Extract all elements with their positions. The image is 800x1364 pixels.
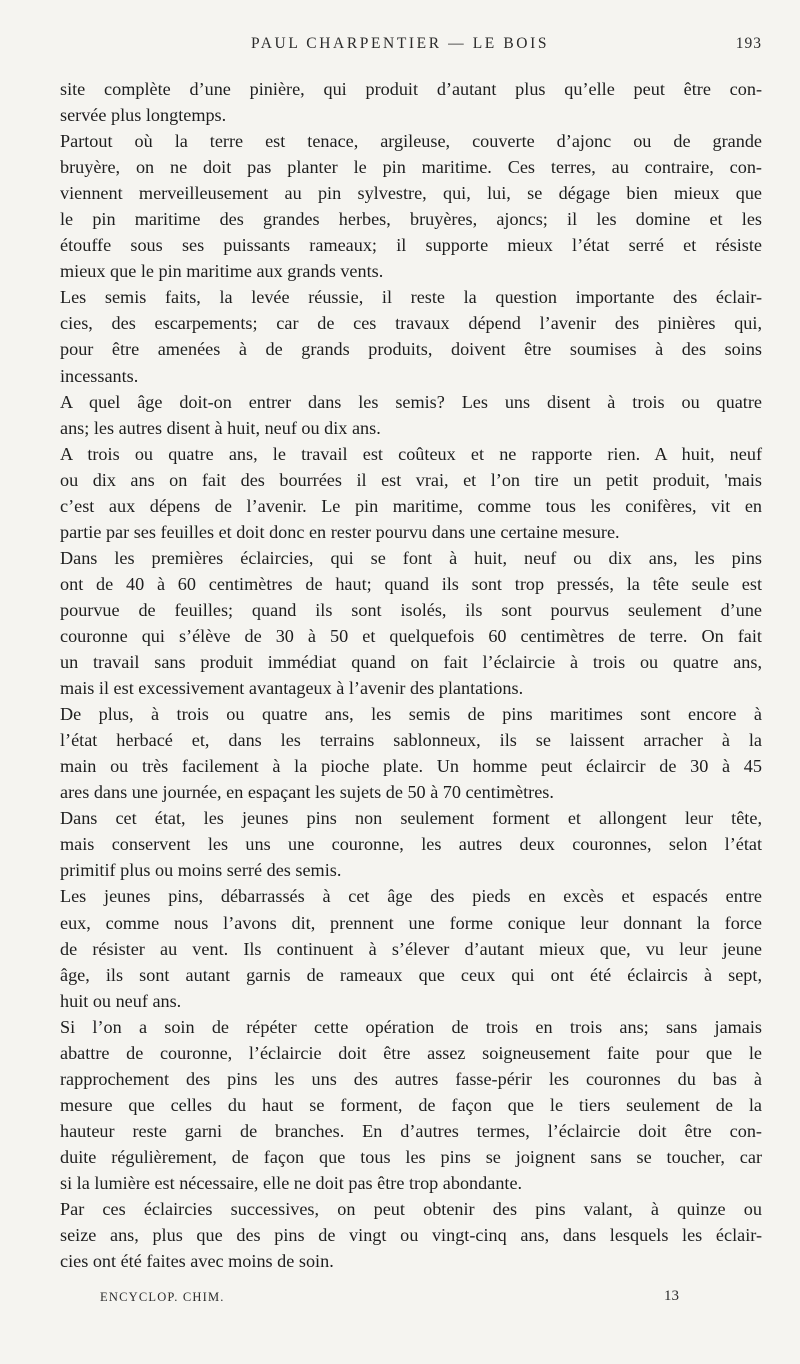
text-line: un travail sans produit immédiat quand on fait l’éclaircie à trois ou quatre ans, xyxy=(60,652,762,673)
text-line: incessants. xyxy=(60,365,139,386)
paragraph xyxy=(60,805,762,883)
paragraph xyxy=(60,389,762,441)
text-line: Par ces éclaircies successives, on peut obtenir des pins valant, à quinze ou xyxy=(60,1199,762,1220)
text-line: Les jeunes pins, débarrassés à cet âge des pieds en excès et espacés entre xyxy=(60,886,762,907)
text-line: viennent merveilleusement au pin sylvestre, qui, lui, se dégage bien mieux que xyxy=(60,183,762,204)
page-footer xyxy=(0,1290,800,1312)
body-text xyxy=(60,76,762,1274)
text-line: hauteur reste garni de branches. En d’autres termes, l’éclaircie doit être con- xyxy=(60,1120,762,1141)
paragraph xyxy=(60,883,762,1013)
text-line: A quel âge doit-on entrer dans les semis? Les uns disent à trois ou quatre xyxy=(60,391,762,412)
text-line: ans; les autres disent à huit, neuf ou dix ans. xyxy=(60,417,381,438)
paragraph xyxy=(60,128,762,284)
text-line: mesure que celles du haut se forment, de façon que le tiers seulement de la xyxy=(60,1094,762,1115)
text-line: abattre de couronne, l’éclaircie doit être assez soigneusement faite pour que le xyxy=(60,1042,762,1063)
text-line: le pin maritime des grandes herbes, bruyères, ajoncs; il les domine et les xyxy=(60,209,762,230)
text-line: couronne qui s’élève de 30 à 50 et quelquefois 60 centimètres de terre. On fait xyxy=(60,625,762,646)
text-line: servée plus longtemps. xyxy=(60,105,227,126)
text-line: c’est aux dépens de l’avenir. Le pin maritime, comme tous les conifères, vit en xyxy=(60,495,762,516)
text-line: main ou très facilement à la pioche plate. Un homme peut éclaircir de 30 à 45 xyxy=(60,756,762,777)
text-line: ou dix ans on fait des bourrées il est vrai, et l’on tire un petit produit, 'mais xyxy=(60,469,762,490)
text-line: l’état herbacé et, dans les terrains sablonneux, ils se laissent arracher à la xyxy=(60,730,762,751)
signature-mark: ENCYCLOP. CHIM. xyxy=(100,1290,225,1304)
page-number: 193 xyxy=(735,35,762,52)
text-line: de résister au vent. Ils continuent à s’élever d’autant mieux que, vu leur jeune xyxy=(60,938,762,959)
text-line: étouffe sous ses puissants rameaux; il supporte mieux l’état serré et résiste xyxy=(60,235,762,256)
text-line: De plus, à trois ou quatre ans, les semis de pins maritimes sont encore à xyxy=(60,704,762,725)
paragraph xyxy=(60,441,762,545)
text-line: mais il est excessivement avantageux à l’avenir des plantations. xyxy=(60,678,524,699)
text-line: mieux que le pin maritime aux grands vents. xyxy=(60,261,384,282)
paragraph xyxy=(60,284,762,388)
text-line: pour être amenées à de grands produits, doivent être soumises à des soins xyxy=(60,339,762,360)
paragraph xyxy=(60,1196,762,1274)
paragraph xyxy=(60,701,762,805)
text-line: âge, ils sont autant garnis de rameaux que ceux qui ont été éclaircis à sept, xyxy=(60,964,762,985)
running-title: PAUL CHARPENTIER — LE BOIS xyxy=(250,35,550,52)
text-line: rapprochement des pins les uns des autres fasse-périr les couronnes du bas à xyxy=(60,1068,762,1089)
text-line: Partout où la terre est tenace, argileuse, couverte d’ajonc ou de grande xyxy=(60,131,762,152)
text-line: site complète d’une pinière, qui produit d’autant plus qu’elle peut être con- xyxy=(60,79,762,99)
text-line: huit ou neuf ans. xyxy=(60,990,182,1011)
running-head xyxy=(0,35,800,59)
signature-number: 13 xyxy=(664,1288,679,1304)
text-line: primitif plus ou moins serré des semis. xyxy=(60,860,342,881)
paragraph xyxy=(60,545,762,701)
text-line: seize ans, plus que des pins de vingt ou vingt-cinq ans, dans lesquels les éclair- xyxy=(60,1225,762,1246)
text-line: ares dans une journée, en espaçant les sujets de 50 à 70 centimètres. xyxy=(60,782,554,803)
text-line: mais conservent les uns une couronne, les autres deux couronnes, selon l’état xyxy=(60,834,762,855)
text-line: Dans cet état, les jeunes pins non seulement forment et allongent leur tête, xyxy=(60,808,762,829)
text-line: si la lumière est nécessaire, elle ne doit pas être trop abondante. xyxy=(60,1172,523,1193)
text-line: pourvue de feuilles; quand ils sont isolés, ils sont pourvus seulement d’une xyxy=(60,599,762,620)
text-line: bruyère, on ne doit pas planter le pin maritime. Ces terres, au contraire, con- xyxy=(60,157,762,178)
text-line: cies, des escarpements; car de ces travaux dépend l’avenir des pinières qui, xyxy=(60,313,762,334)
text-line: Les semis faits, la levée réussie, il reste la question importante des éclair- xyxy=(60,287,762,308)
paragraph xyxy=(60,1014,762,1196)
text-line: Si l’on a soin de répéter cette opération de trois en trois ans; sans jamais xyxy=(60,1016,762,1037)
text-line: duite régulièrement, de façon que tous les pins se joignent sans se toucher, car xyxy=(60,1146,762,1167)
text-line: A trois ou quatre ans, le travail est coûteux et ne rapporte rien. A huit, neuf xyxy=(60,443,762,464)
paragraph xyxy=(60,76,762,128)
text-line: Dans les premières éclaircies, qui se font à huit, neuf ou dix ans, les pins xyxy=(60,547,762,568)
text-line: eux, comme nous l’avons dit, prennent une forme conique leur donnant la force xyxy=(60,912,762,933)
text-line: cies ont été faites avec moins de soin. xyxy=(60,1251,334,1272)
text-line: partie par ses feuilles et doit donc en rester pourvu dans une certaine mesure. xyxy=(60,521,620,542)
text-line: ont de 40 à 60 centimètres de haut; quand ils sont trop pressés, la tête seule est xyxy=(60,573,762,594)
